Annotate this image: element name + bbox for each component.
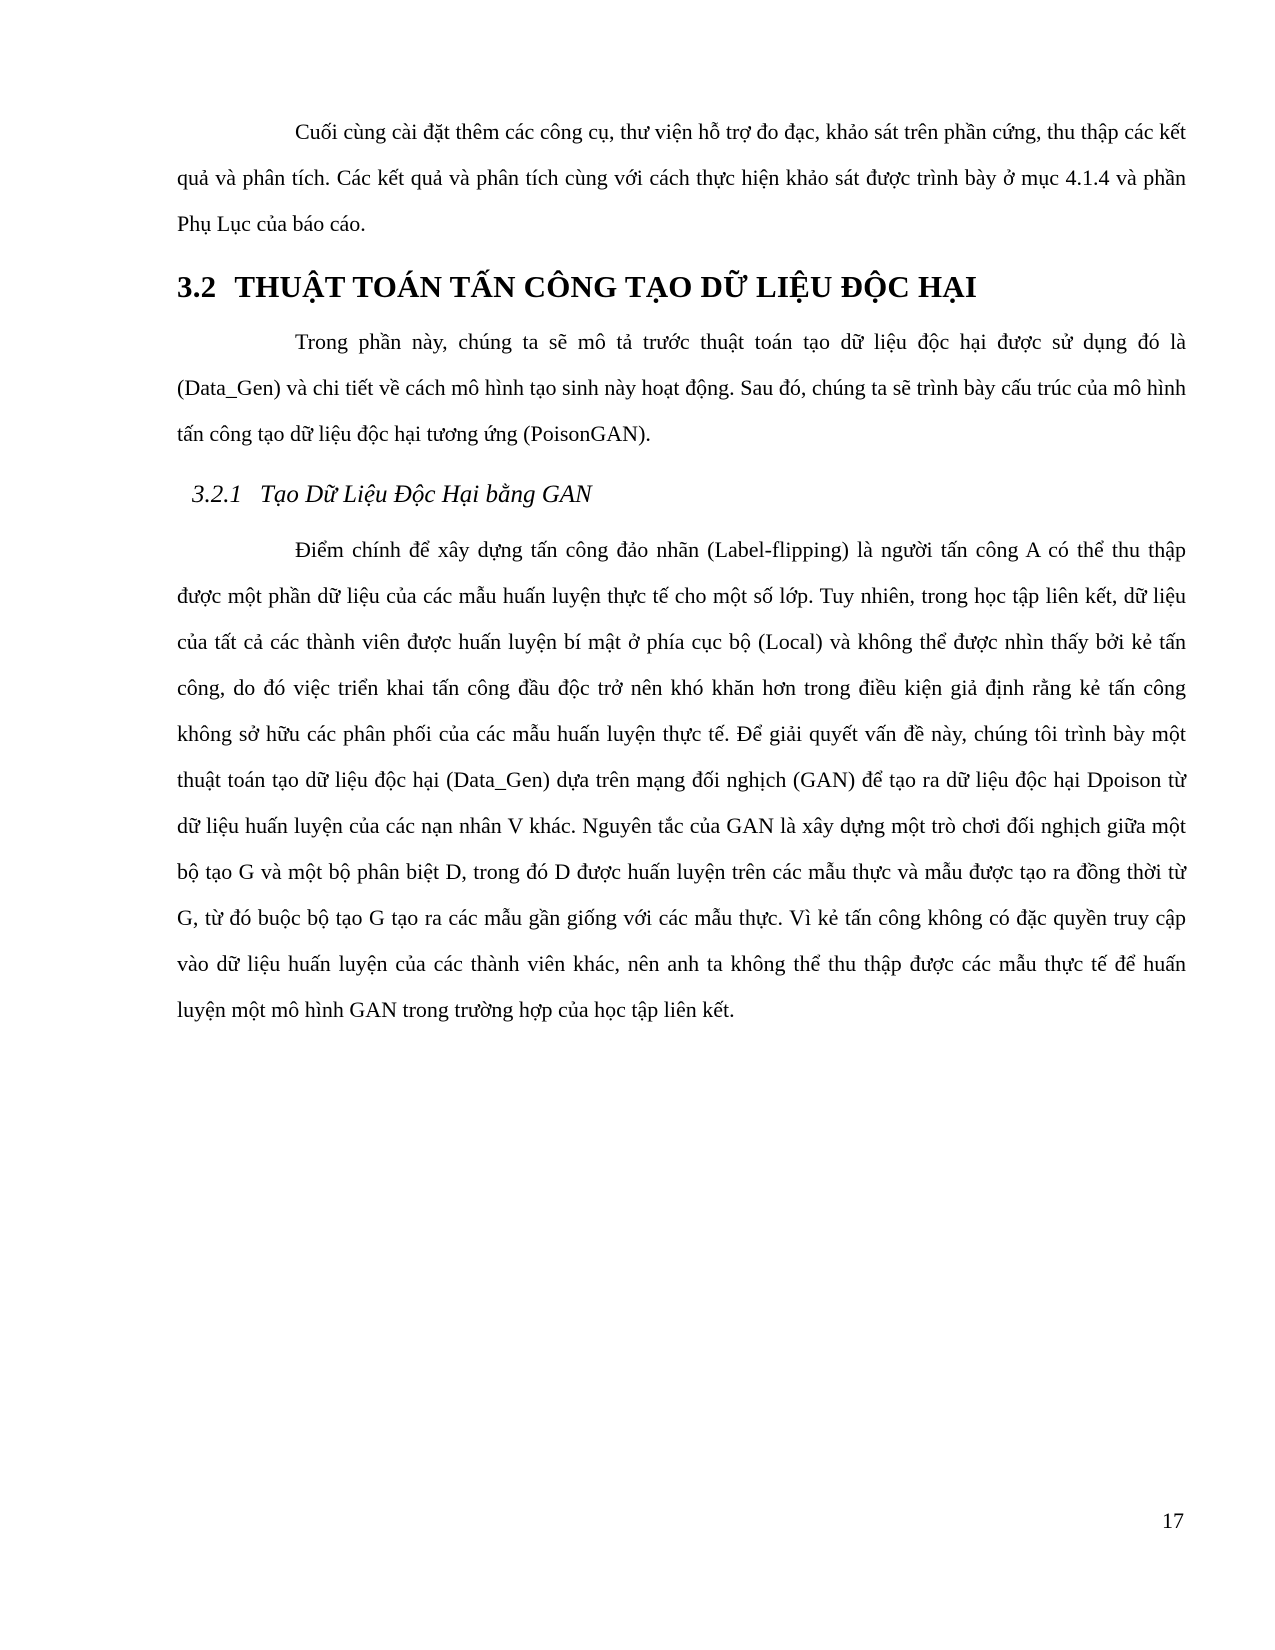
- section-number: 3.2: [177, 269, 217, 304]
- section-paragraph: Trong phần này, chúng ta sẽ mô tả trước thuật toán tạo dữ liệu độc hại được sử dụng đó là (Data_Gen) và chi tiết về cách mô hình tạo sinh này hoạt động. Sau đó, chúng ta sẽ trình bày cấu trúc của mô hình tấn công tạo dữ liệu độc hại tương ứng (PoisonGAN).: [177, 329, 1186, 446]
- page-number: 17: [1162, 1508, 1184, 1533]
- section-title: THUẬT TOÁN TẤN CÔNG TẠO DỮ LIỆU ĐỘC HẠI: [234, 269, 978, 304]
- subsection-heading: [177, 469, 1186, 521]
- section-heading: [177, 261, 1186, 313]
- subsection-paragraph: Điểm chính để xây dựng tấn công đảo nhãn (Label-flipping) là người tấn công A có thể thu thập được một phần dữ liệu của các mẫu huấn luyện thực tế cho một số lớp. Tuy nhiên, trong học tập liên kết, dữ liệu của tất cả các thành viên được huấn luyện bí mật ở phía cục bộ (Local) và không thể được nhìn thấy bởi kẻ tấn công, do đó việc triển khai tấn công đầu độc trở nên khó khăn hơn trong điều kiện giả định rằng kẻ tấn công không sở hữu các phân phối của các mẫu huấn luyện thực tế. Để giải quyết vấn đề này, chúng tôi trình bày một thuật toán tạo dữ liệu độc hại (Data_Gen) dựa trên mạng đối nghịch (GAN) để tạo ra dữ liệu độc hại Dpoison từ dữ liệu huấn luyện của các nạn nhân V khác. Nguyên tắc của GAN là xây dựng một trò chơi đối nghịch giữa một bộ tạo G và một bộ phân biệt D, trong đó D được huấn luyện trên các mẫu thực và mẫu được tạo ra đồng thời từ G, từ đó buộc bộ tạo G tạo ra các mẫu gần giống với các mẫu thực. Vì kẻ tấn công không có đặc quyền truy cập vào dữ liệu huấn luyện của các thành viên khác, nên anh ta không thể thu thập được các mẫu thực tế để huấn luyện một mô hình GAN trong trường hợp của học tập liên kết.: [177, 537, 1186, 1022]
- page-content: [177, 109, 1186, 1033]
- intro-paragraph: Cuối cùng cài đặt thêm các công cụ, thư viện hỗ trợ đo đạc, khảo sát trên phần cứng, thu thập các kết quả và phân tích. Các kết quả và phân tích cùng với cách thực hiện khảo sát được trình bày ở mục 4.1.4 và phần Phụ Lục của báo cáo.: [177, 119, 1186, 236]
- subsection-title: Tạo Dữ Liệu Độc Hại bằng GAN: [260, 481, 592, 508]
- subsection-number: 3.2.1: [192, 481, 242, 508]
